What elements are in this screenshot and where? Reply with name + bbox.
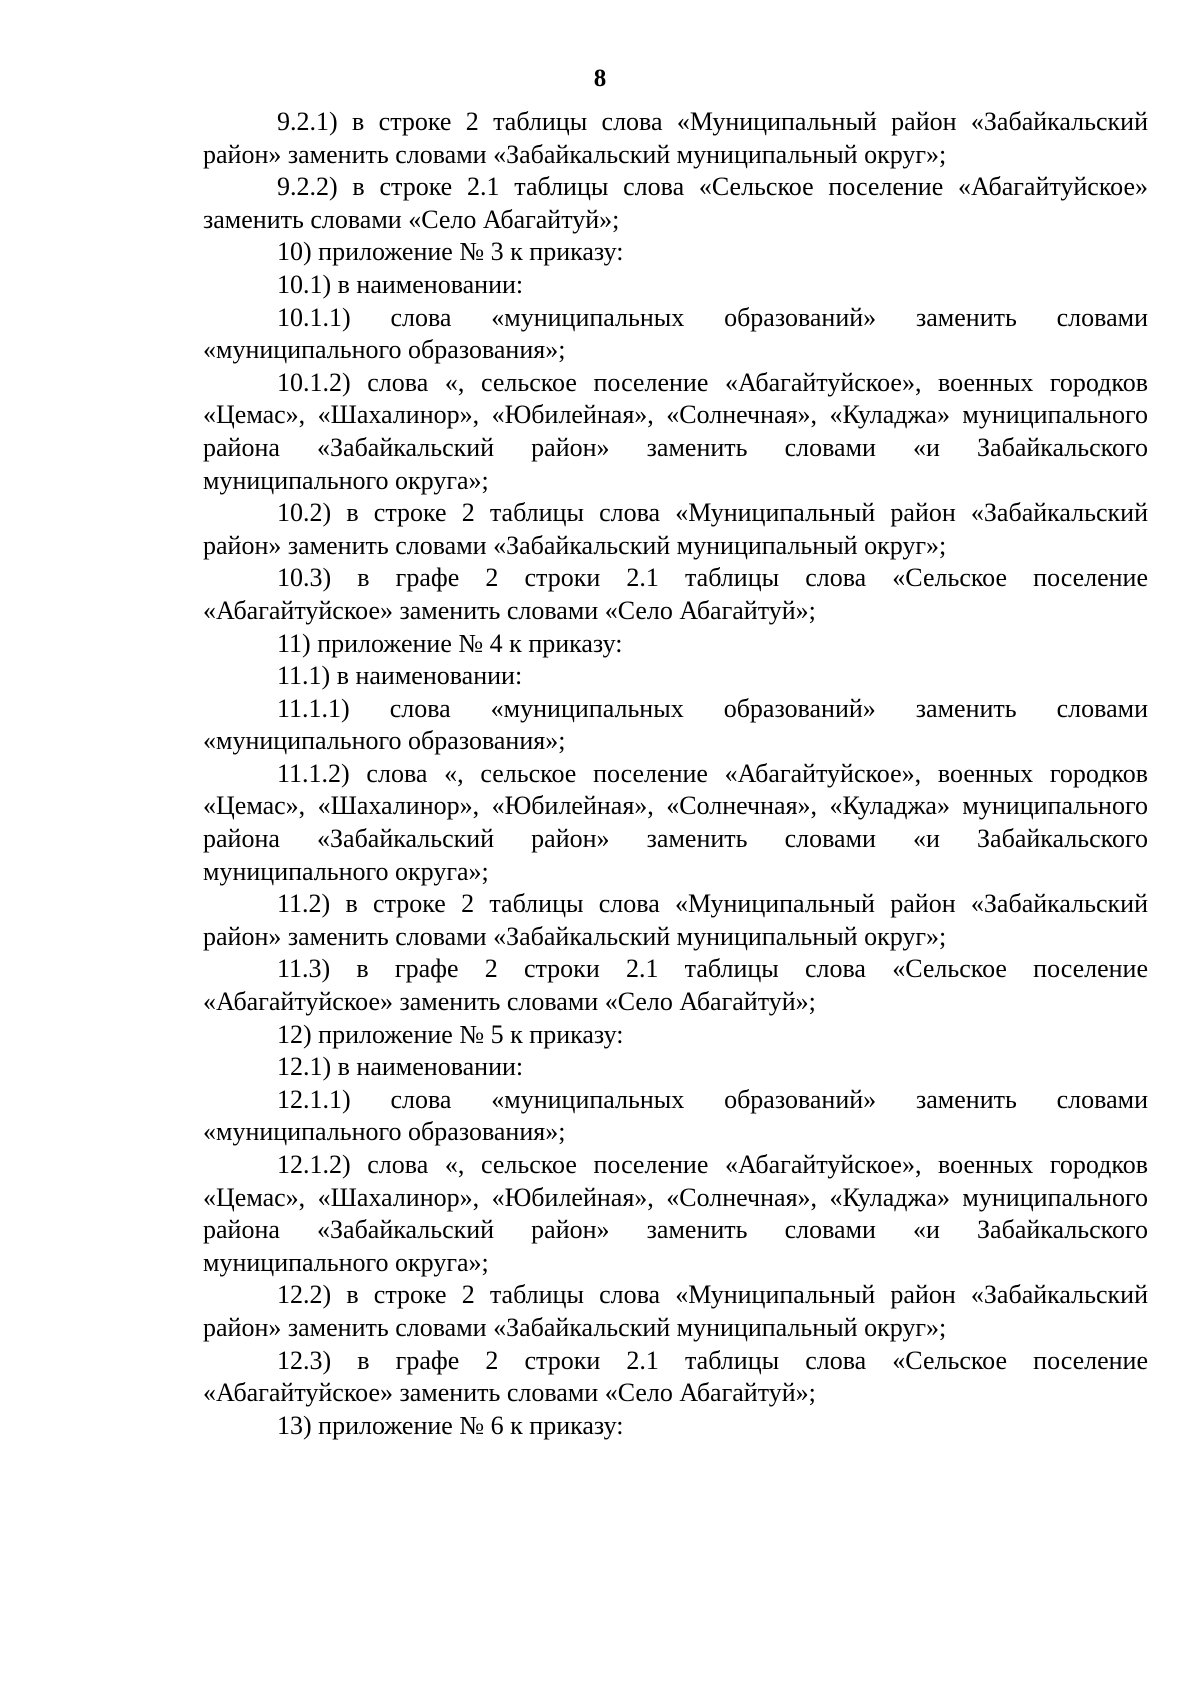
paragraph-12-1: 12.1) в наименовании:	[277, 1052, 524, 1082]
paragraph-10-1-2: 10.1.2) слова «, сельское поселение «Абагайтуйское», военных городков «Цемас», «Шахалинор», «Юбилейная», «Солнечная», «Куладжа» муниципального района «Забайкальский район» заменить словами «и Забайкальского муниципального округа»;	[203, 367, 1148, 495]
paragraph-12-2: 12.2) в строке 2 таблицы слова «Муниципальный район «Забайкальский район» заменить словами «Забайкальский муниципальный округ»;	[203, 1280, 1148, 1342]
paragraph-12-1-2: 12.1.2) слова «, сельское поселение «Абагайтуйское», военных городков «Цемас», «Шахалинор», «Юбилейная», «Солнечная», «Куладжа» муниципального района «Забайкальский район» заменить словами «и Забайкальского муниципального округа»;	[203, 1150, 1148, 1277]
document-body	[203, 106, 1148, 1442]
paragraph-10-1-1: 10.1.1) слова «муниципальных образований» заменить словами «муниципального образования»;	[203, 302, 1148, 365]
paragraph-11-1-2: 11.1.2) слова «, сельское поселение «Абагайтуйское», военных городков «Цемас», «Шахалинор», «Юбилейная», «Солнечная», «Куладжа» муниципального района «Забайкальский район» заменить словами «и Забайкальского муниципального округа»;	[203, 758, 1148, 886]
paragraph-10: 10) приложение № 3 к приказу:	[277, 237, 624, 267]
paragraph-12: 12) приложение № 5 к приказу:	[277, 1019, 624, 1049]
paragraph-9-2-2: 9.2.2) в строке 2.1 таблицы слова «Сельское поселение «Абагайтуйское» заменить словами «Село Абагайтуй»;	[203, 172, 1148, 234]
paragraph-11-1: 11.1) в наименовании:	[277, 661, 523, 691]
paragraph-9-2-1: 9.2.1) в строке 2 таблицы слова «Муниципальный район «Забайкальский район» заменить словами «Забайкальский муниципальный округ»;	[203, 107, 1148, 169]
paragraph-10-1: 10.1) в наименовании:	[277, 269, 524, 299]
paragraph-13: 13) приложение № 6 к приказу:	[277, 1410, 624, 1440]
paragraph-11-2: 11.2) в строке 2 таблицы слова «Муниципальный район «Забайкальский район» заменить словами «Забайкальский муниципальный округ»;	[203, 889, 1148, 951]
paragraph-10-3: 10.3) в графе 2 строки 2.1 таблицы слова «Сельское поселение «Абагайтуйское» заменить словами «Село Абагайтуй»;	[203, 563, 1148, 625]
paragraph-12-3: 12.3) в графе 2 строки 2.1 таблицы слова «Сельское поселение «Абагайтуйское» заменить словами «Село Абагайтуй»;	[203, 1345, 1148, 1408]
paragraph-12-1-1: 12.1.1) слова «муниципальных образований» заменить словами «муниципального образования»;	[203, 1084, 1148, 1147]
page-number: 8	[593, 65, 607, 92]
paragraph-11-3: 11.3) в графе 2 строки 2.1 таблицы слова «Сельское поселение «Абагайтуйское» заменить словами «Село Абагайтуй»;	[203, 954, 1148, 1017]
paragraph-11-1-1: 11.1.1) слова «муниципальных образований» заменить словами «муниципального образования»;	[203, 693, 1148, 756]
paragraph-11: 11) приложение № 4 к приказу:	[277, 628, 623, 658]
paragraph-10-2: 10.2) в строке 2 таблицы слова «Муниципальный район «Забайкальский район» заменить словами «Забайкальский муниципальный округ»;	[203, 498, 1148, 560]
